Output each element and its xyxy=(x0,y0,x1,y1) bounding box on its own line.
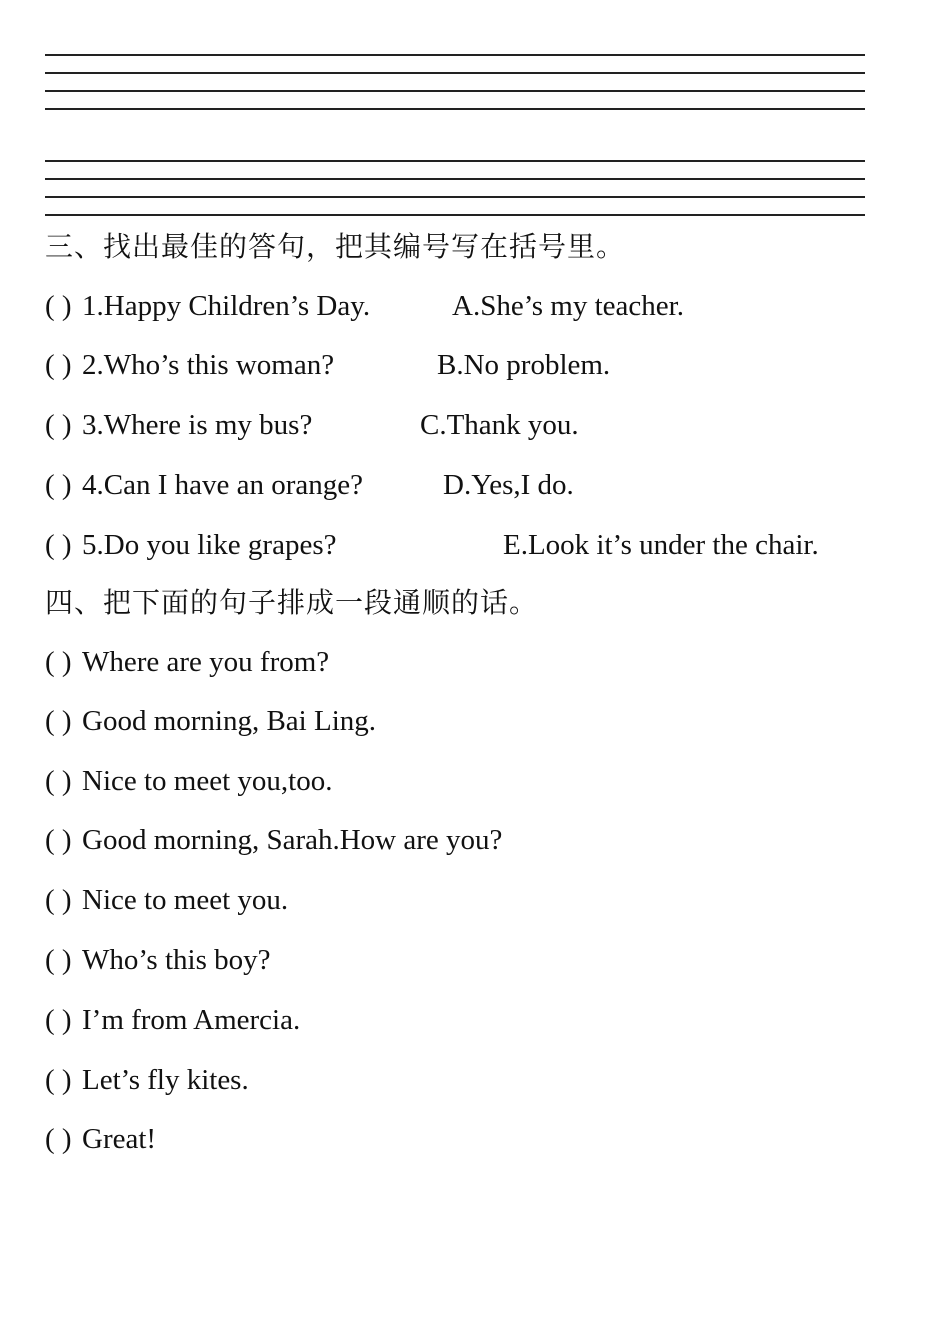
order-blank[interactable]: ( ) xyxy=(45,765,72,797)
sentence-text: Let’s fly kites. xyxy=(82,1064,249,1096)
answer-option: E.Look it’s under the chair. xyxy=(503,529,819,561)
sentence-text: Good morning, Bai Ling. xyxy=(82,705,377,737)
order-blank[interactable]: ( ) xyxy=(45,1004,72,1036)
order-blank[interactable]: ( ) xyxy=(45,705,72,737)
sentence-text: Nice to meet you,too. xyxy=(82,765,333,797)
answer-blank[interactable]: ( ) xyxy=(45,529,72,561)
order-blank[interactable]: ( ) xyxy=(45,1123,72,1155)
order-blank[interactable]: ( ) xyxy=(45,884,72,916)
order-blank[interactable]: ( ) xyxy=(45,824,72,856)
order-blank[interactable]: ( ) xyxy=(45,1064,72,1096)
question-text: 3.Where is my bus? xyxy=(82,409,313,441)
writing-line xyxy=(45,72,865,74)
question-text: 2.Who’s this woman? xyxy=(82,349,335,381)
section4-heading: 四、把下面的句子排成一段通顺的话。 xyxy=(45,588,539,619)
question-text: 5.Do you like grapes? xyxy=(82,529,337,561)
answer-option: D.Yes,I do. xyxy=(443,469,574,501)
answer-option: A.She’s my teacher. xyxy=(452,290,684,322)
order-blank[interactable]: ( ) xyxy=(45,944,72,976)
writing-line xyxy=(45,160,865,162)
sentence-text: Good morning, Sarah.How are you? xyxy=(82,824,503,856)
order-blank[interactable]: ( ) xyxy=(45,646,72,678)
writing-line xyxy=(45,196,865,198)
question-text: 1.Happy Children’s Day. xyxy=(82,290,371,322)
answer-blank[interactable]: ( ) xyxy=(45,469,72,501)
sentence-text: Great! xyxy=(82,1123,157,1155)
writing-line xyxy=(45,54,865,56)
sentence-text: Nice to meet you. xyxy=(82,884,289,916)
sentence-text: Where are you from? xyxy=(82,646,330,678)
answer-blank[interactable]: ( ) xyxy=(45,290,72,322)
answer-blank[interactable]: ( ) xyxy=(45,409,72,441)
answer-option: C.Thank you. xyxy=(420,409,579,441)
answer-blank[interactable]: ( ) xyxy=(45,349,72,381)
sentence-text: I’m from Amercia. xyxy=(82,1004,301,1036)
sentence-text: Who’s this boy? xyxy=(82,944,271,976)
writing-line xyxy=(45,178,865,180)
writing-line xyxy=(45,214,865,216)
answer-option: B.No problem. xyxy=(437,349,611,381)
writing-line xyxy=(45,90,865,92)
writing-line xyxy=(45,108,865,110)
section3-heading: 三、找出最佳的答句，把其编号写在括号里。 xyxy=(45,232,626,263)
question-text: 4.Can I have an orange? xyxy=(82,469,364,501)
